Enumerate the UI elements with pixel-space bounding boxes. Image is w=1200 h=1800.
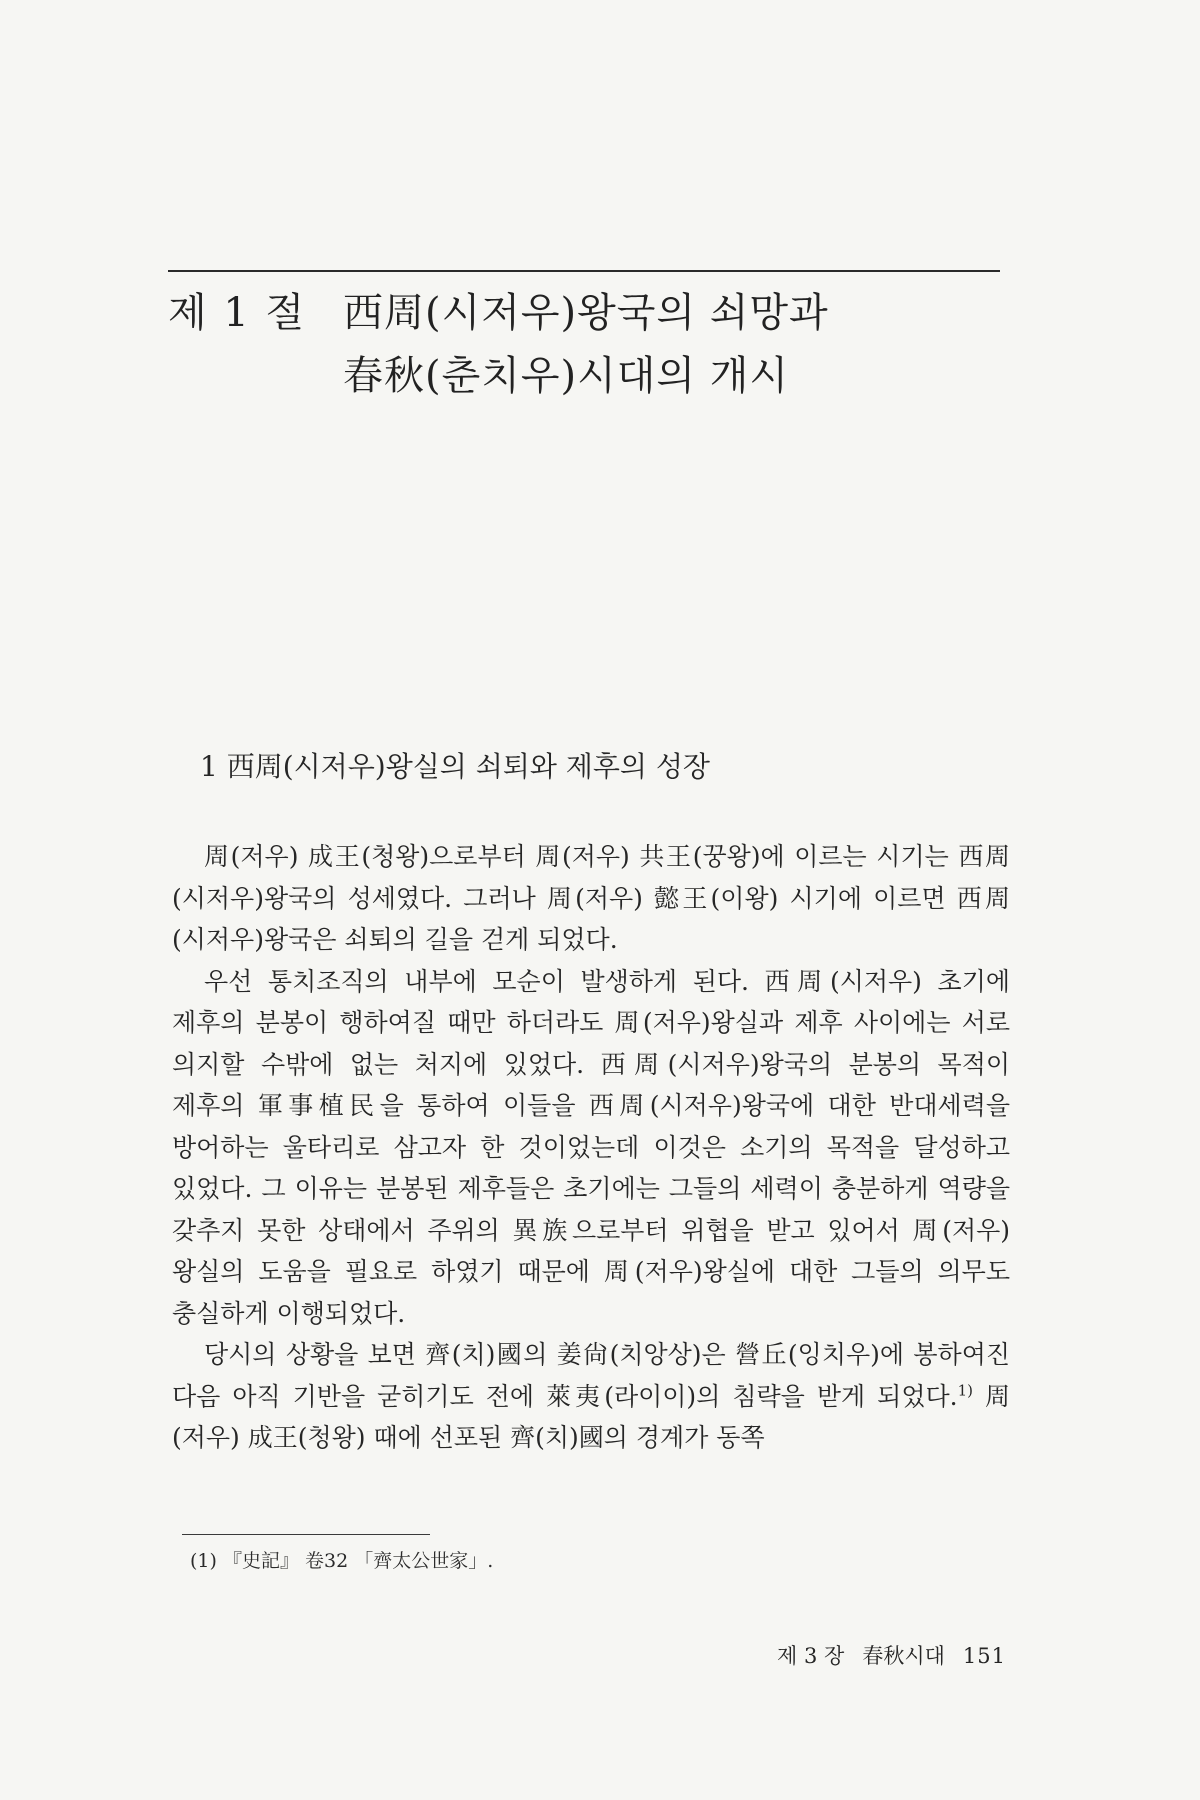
footnote: (1) 『史記』 卷32 「齊太公世家」.	[190, 1550, 494, 1572]
body-paragraph-2: 우선 통치조직의 내부에 모순이 발생하게 된다. 西周(시저우) 초기에 제후의 분봉이 행하여질 때만 하더라도 周(저우)왕실과 제후 사이에는 서로 의지할 수밖에 없는 처지에 있었다. 西周(시저우)왕국의 분봉의 목적이 제후의 軍事植民을 통하여 이들을 西周(시저우)왕국에 대한 반대세력을 방어하는 울타리로 삼고자 한 것이었는데 이것은 소기의 목적을 달성하고 있었다. 그 이유는 분봉된 제후들은 초기에는 그들의 세력이 충분하게 역량을 갖추지 못한 상태에서 주위의 異族으로부터 위협을 받고 있어서 周(저우)왕실의 도움을 필요로 하였기 때문에 周(저우)왕실에 대한 그들의 의무도 충실하게 이행되었다.	[172, 966, 1010, 1328]
section-title-line-1: 西周(시저우)왕국의 쇠망과	[343, 290, 829, 336]
body-paragraph-3	[172, 1334, 1010, 1459]
page-number: 151	[962, 1644, 1006, 1668]
section-title-line-2: 春秋(춘치우)시대의 개시	[343, 353, 790, 399]
footnote-reference: 1)	[957, 1381, 973, 1400]
section-top-rule	[168, 270, 1000, 272]
footer-chapter: 제 3 장	[777, 1644, 845, 1668]
section-header	[168, 288, 1048, 408]
running-footer	[0, 1642, 1006, 1670]
footer-chapter-title: 春秋시대	[862, 1644, 945, 1668]
paragraph-3-text: 당시의 상황을 보면 齊(치)國의 姜尙(치앙상)은 營丘(잉치우)에 봉하여진 다음 아직 기반을 굳히기도 전에 萊夷(라이이)의 침략을 받게 되었다.	[172, 1340, 1010, 1411]
paragraph-3-continuation: 周(저우) 成王(청왕) 때에 선포된 齊(치)國의 경계가 동쪽	[172, 1381, 1010, 1452]
body-paragraph-1: 周(저우) 成王(청왕)으로부터 周(저우) 共王(꿍왕)에 이르는 시기는 西周(시저우)왕국의 성세였다. 그러나 周(저우) 懿王(이왕) 시기에 이르면 西周(시저우)왕국은 쇠퇴의 길을 걷게 되었다.	[172, 842, 1010, 954]
subsection-heading: 1 西周(시저우)왕실의 쇠퇴와 제후의 성장	[200, 750, 710, 783]
section-label: 제 1 절	[168, 290, 307, 336]
body-text	[172, 836, 1010, 1459]
footnote-rule	[182, 1534, 430, 1535]
